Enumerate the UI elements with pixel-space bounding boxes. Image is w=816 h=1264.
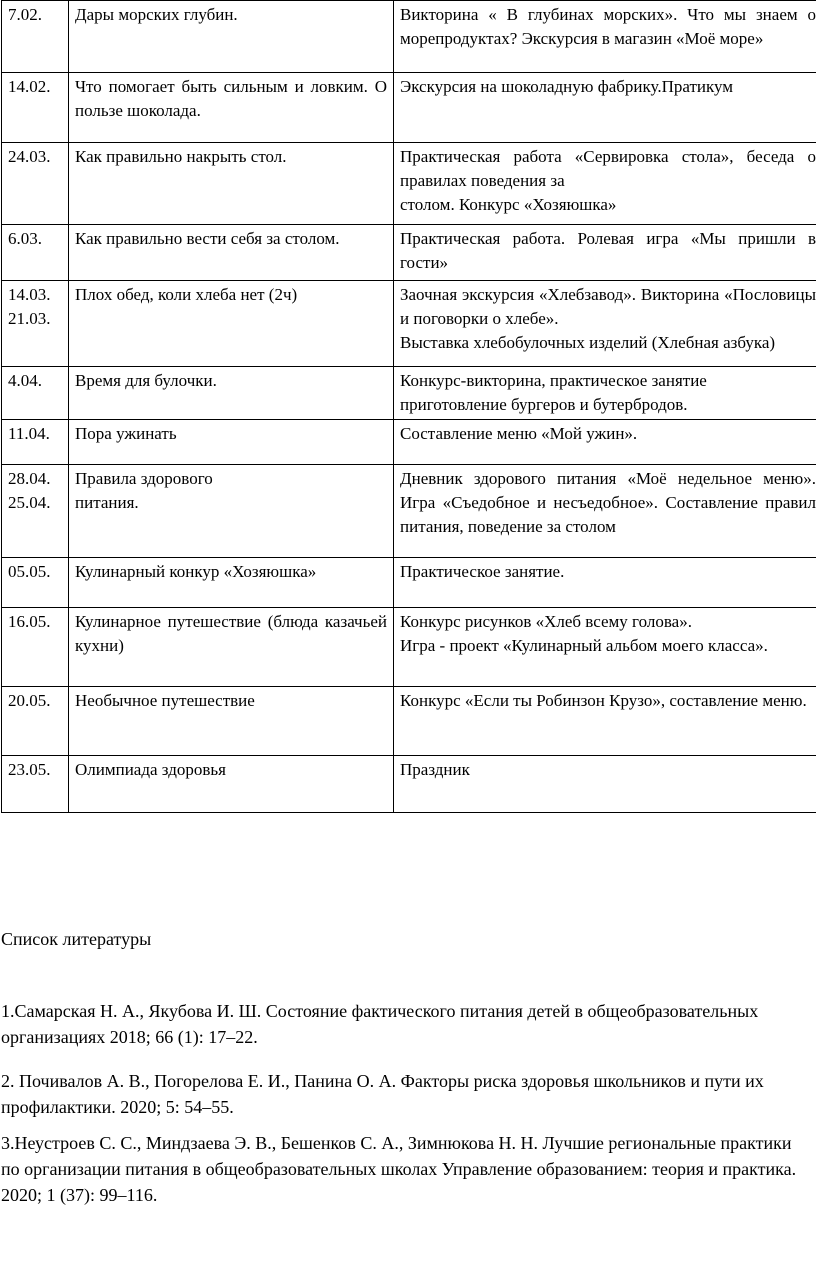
date-cell (2, 143, 69, 225)
table-row (2, 281, 816, 367)
table-row (2, 608, 816, 687)
activity-cell (394, 420, 816, 465)
activity-cell-text: Практическая работа «Сервировка стола», беседа о правилах поведения за (400, 147, 816, 190)
date-cell-text: 23.05. (8, 760, 51, 779)
table-row (2, 558, 816, 608)
topic-cell (69, 281, 394, 367)
activity-cell (394, 281, 816, 367)
activity-cell-text: столом. Конкурс «Хозяюшка» (400, 195, 617, 214)
lesson-plan-body (2, 1, 816, 813)
topic-cell-text: Плох обед, коли хлеба нет (2ч) (75, 285, 298, 304)
table-row (2, 420, 816, 465)
topic-cell-text: Дары морских глубин. (75, 5, 238, 24)
topic-cell-text: Как правильно накрыть стол. (75, 147, 287, 166)
activity-cell (394, 367, 816, 420)
activity-cell-text: Конкурс рисунков «Хлеб всему голова». (400, 612, 692, 631)
topic-cell-text: Кулинарное путешествие (блюда казачьей кухни) (75, 612, 387, 655)
activity-cell (394, 465, 816, 558)
table-row (2, 73, 816, 143)
date-cell-text: 4.04. (8, 371, 42, 390)
topic-cell (69, 558, 394, 608)
activity-cell-text: Конкурс «Если ты Робинзон Крузо», составление меню. (400, 691, 807, 710)
activity-cell (394, 558, 816, 608)
table-row (2, 225, 816, 281)
date-cell-text: 11.04. (8, 424, 50, 443)
activity-cell-text: Праздник (400, 760, 470, 779)
activity-cell-text: Викторина « В глубинах морских». Что мы знаем о морепродуктах? Экскурсия в магазин «Моё море» (400, 5, 816, 48)
activity-cell (394, 143, 816, 225)
references-title: Список литературы (1, 929, 152, 949)
topic-cell (69, 608, 394, 687)
topic-cell-text: Кулинарный конкур «Хозяюшка» (75, 562, 317, 581)
topic-cell (69, 687, 394, 756)
reference-item-2: 2. Почивалов А. В., Погорелова Е. И., Панина О. А. Факторы риска здоровья школьников и пути их профилактики. 2020; 5: 54–55. (1, 1071, 764, 1117)
date-cell-text: 7.02. (8, 5, 42, 24)
topic-cell-text: Правила здорового (75, 469, 213, 488)
table-row (2, 465, 816, 558)
topic-cell-text: Необычное путешествие (75, 691, 255, 710)
lesson-plan-table (1, 0, 816, 813)
activity-cell-text: приготовление бургеров и бутербродов. (400, 395, 688, 414)
activity-cell-text: Экскурсия на шоколадную фабрику.Пратикум (400, 77, 734, 96)
topic-cell (69, 465, 394, 558)
activity-cell-text: Практическая работа. Ролевая игра «Мы пришли в гости» (400, 229, 816, 272)
topic-cell-text: Олимпиада здоровья (75, 760, 226, 779)
topic-cell (69, 225, 394, 281)
date-cell-text: 6.03. (8, 229, 42, 248)
activity-cell-text: Практическое занятие. (400, 562, 565, 581)
table-row (2, 756, 816, 813)
activity-cell-text: Выставка хлебобулочных изделий (Хлебная азбука) (400, 333, 776, 352)
date-cell (2, 465, 69, 558)
topic-cell (69, 367, 394, 420)
activity-cell-text: Игра - проект «Кулинарный альбом моего класса». (400, 636, 768, 655)
date-cell (2, 756, 69, 813)
activity-cell-text: Дневник здорового питания «Моё недельное меню». Игра «Съедобное и несъедобное». Составление правил питания, поведение за столом (400, 469, 816, 536)
topic-cell-text: Время для булочки. (75, 371, 217, 390)
date-cell-text: 21.03. (8, 309, 51, 328)
activity-cell (394, 1, 816, 73)
date-cell (2, 1, 69, 73)
activity-cell (394, 608, 816, 687)
date-cell (2, 608, 69, 687)
table-row (2, 367, 816, 420)
date-cell-text: 14.02. (8, 77, 51, 96)
table-row (2, 1, 816, 73)
topic-cell-text: питания. (75, 493, 139, 512)
topic-cell (69, 143, 394, 225)
date-cell (2, 225, 69, 281)
date-cell-text: 24.03. (8, 147, 51, 166)
date-cell-text: 05.05. (8, 562, 51, 581)
table-row (2, 143, 816, 225)
activity-cell-text: Составление меню «Мой ужин». (400, 424, 638, 443)
topic-cell (69, 73, 394, 143)
date-cell-text: 20.05. (8, 691, 51, 710)
activity-cell (394, 756, 816, 813)
date-cell (2, 367, 69, 420)
topic-cell (69, 420, 394, 465)
date-cell-text: 14.03. (8, 285, 51, 304)
date-cell-text: 28.04. (8, 469, 51, 488)
activity-cell (394, 225, 816, 281)
table-row (2, 687, 816, 756)
topic-cell (69, 1, 394, 73)
date-cell (2, 73, 69, 143)
date-cell (2, 687, 69, 756)
date-cell (2, 420, 69, 465)
reference-item-1: 1.Самарская Н. А., Якубова И. Ш. Состояние фактического питания детей в общеобразовательных организациях 2018; 66 (1): 17–22. (1, 1001, 759, 1047)
topic-cell-text: Как правильно вести себя за столом. (75, 229, 340, 248)
activity-cell (394, 687, 816, 756)
activity-cell (394, 73, 816, 143)
reference-item-3: 3.Неустроев С. С., Миндзаева Э. В., Бешенков С. А., Зимнюкова Н. Н. Лучшие региональные практики по организации питания в общеобразовательных школах Управление образованием: теория и практика. 2020; 1 (37): 99–116. (1, 1133, 797, 1205)
activity-cell-text: Заочная экскурсия «Хлебзавод». Викторина «Пословицы и поговорки о хлебе». (400, 285, 816, 328)
topic-cell-text: Пора ужинать (75, 424, 177, 443)
date-cell (2, 558, 69, 608)
topic-cell-text: Что помогает быть сильным и ловким. О пользе шоколада. (75, 77, 387, 120)
date-cell-text: 25.04. (8, 493, 51, 512)
date-cell (2, 281, 69, 367)
date-cell-text: 16.05. (8, 612, 51, 631)
topic-cell (69, 756, 394, 813)
activity-cell-text: Конкурс-викторина, практическое занятие (400, 371, 707, 390)
